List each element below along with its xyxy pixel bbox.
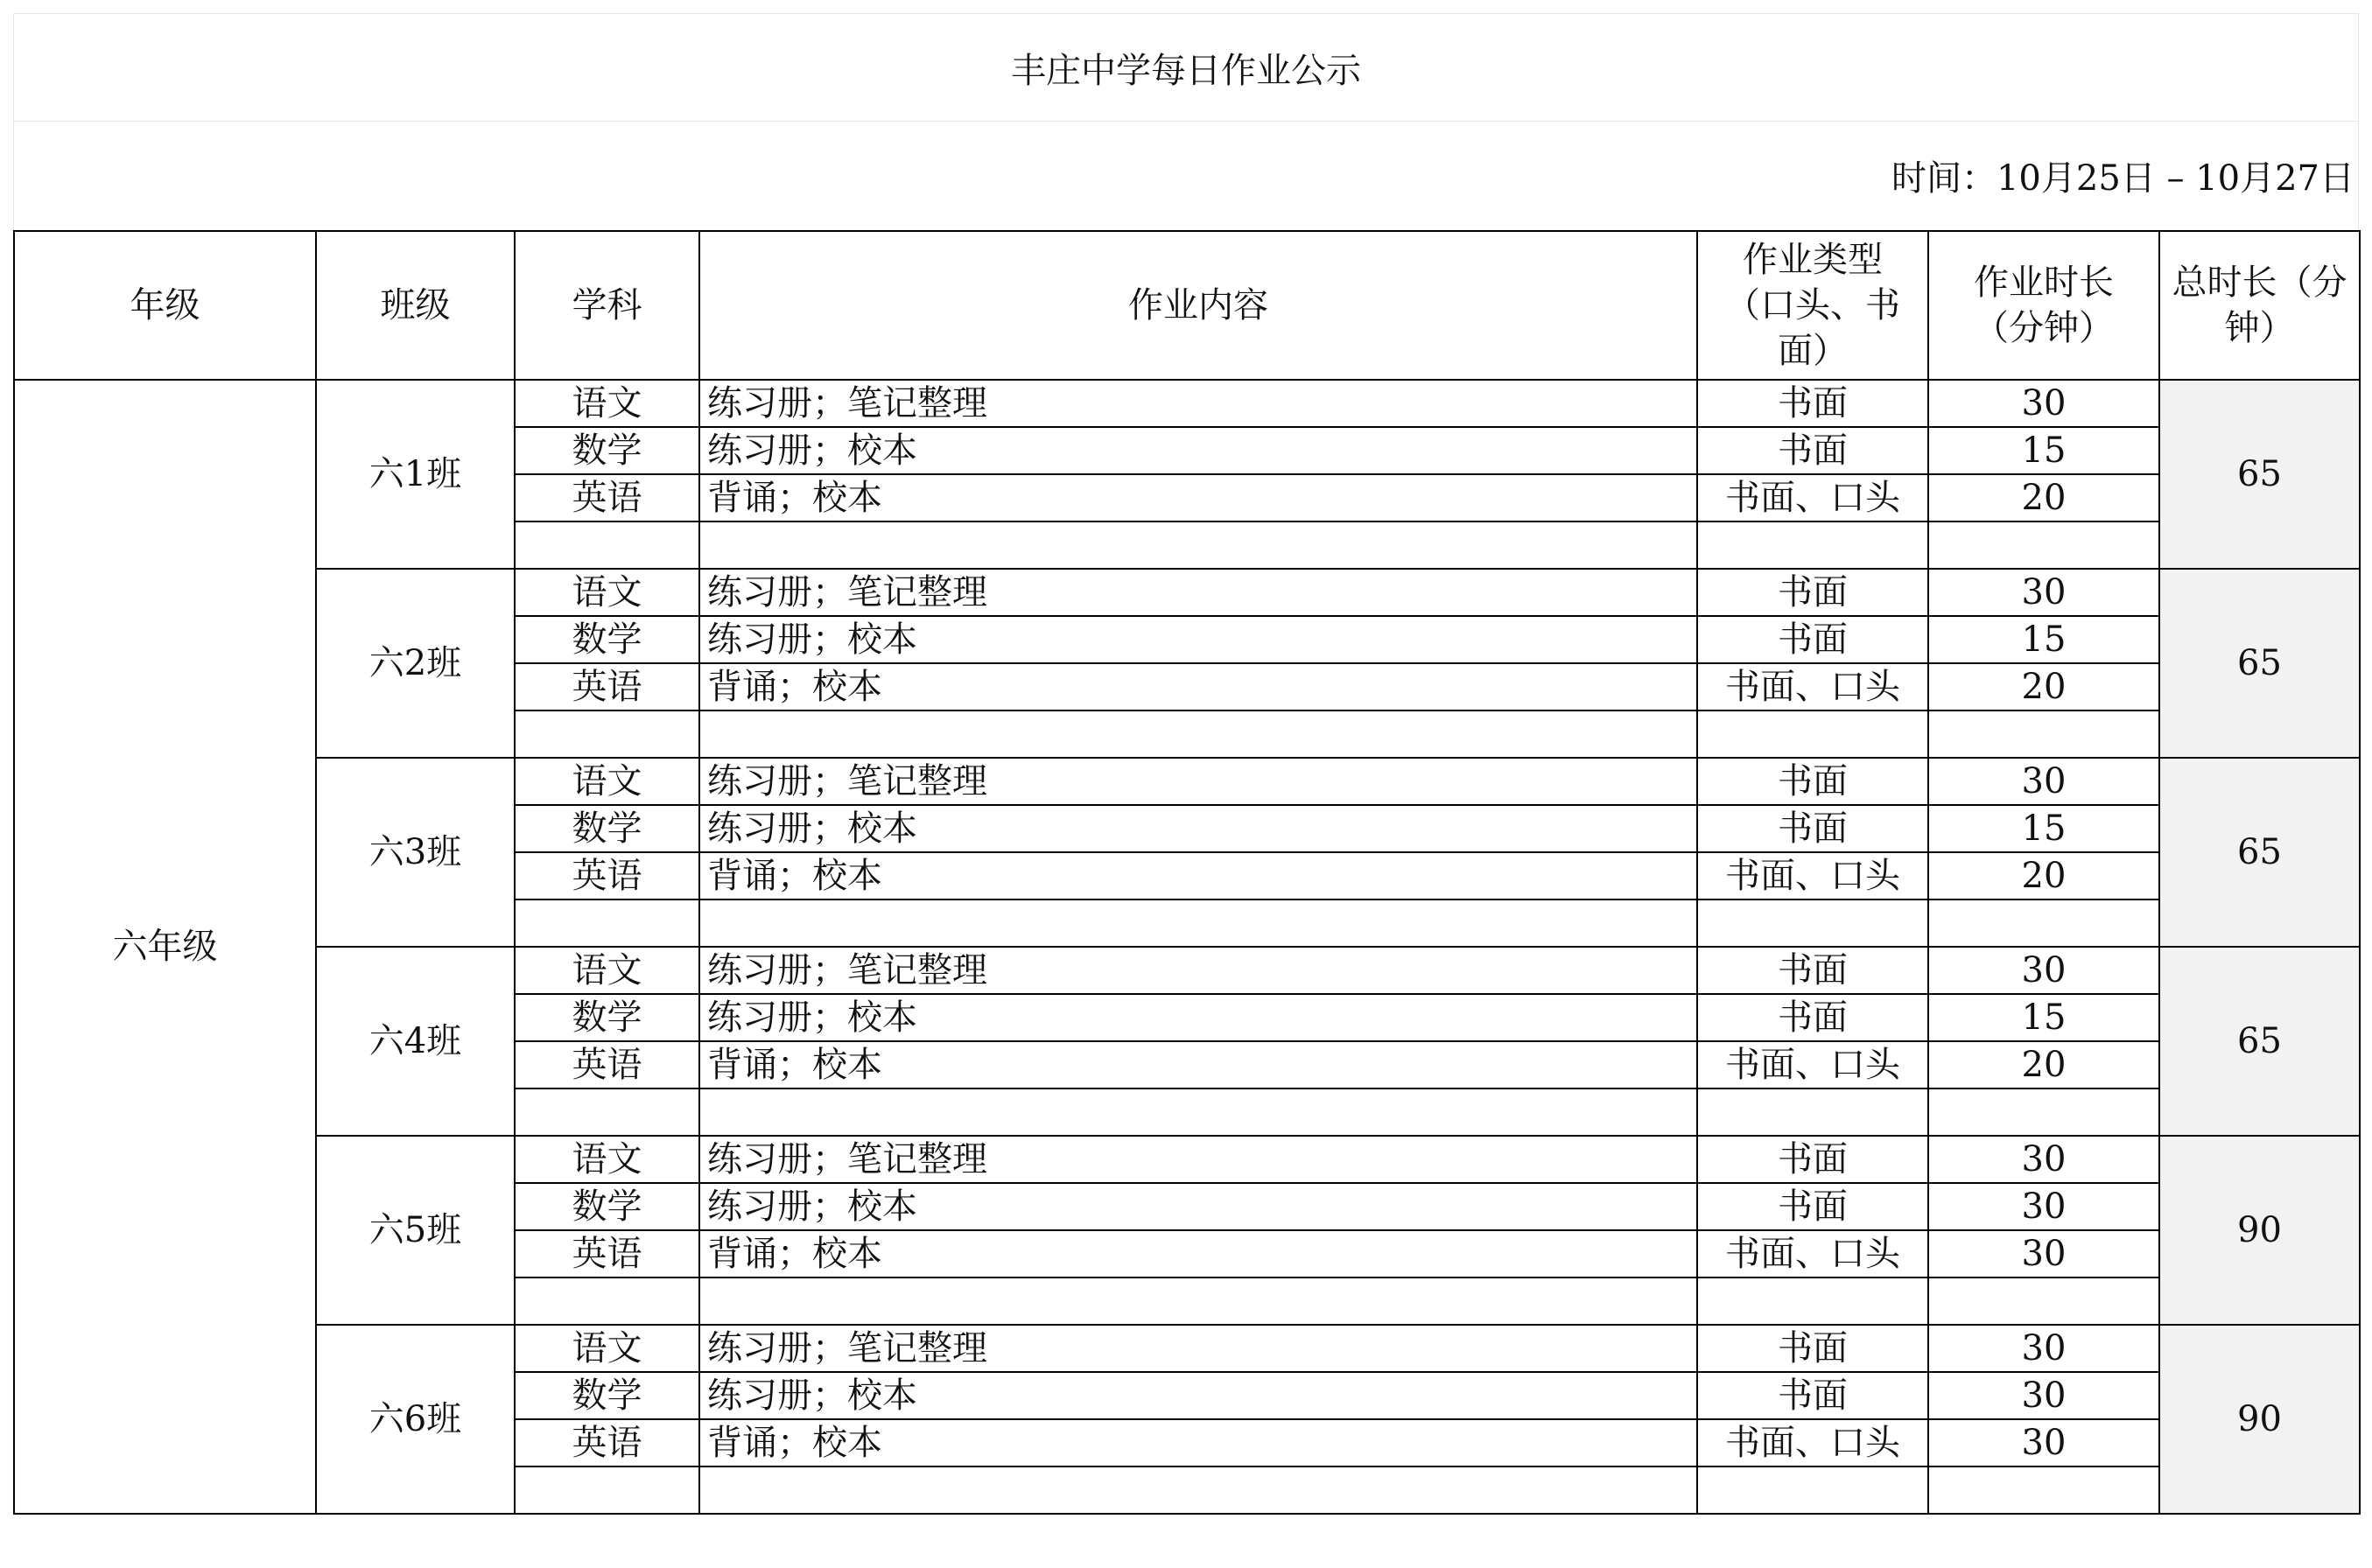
type-cell: 书面 (1697, 1372, 1928, 1419)
content-cell: 练习册；笔记整理 (699, 947, 1697, 994)
type-cell: 书面、口头 (1697, 1041, 1928, 1088)
date-range: 时间：10月25日 – 10月27日 (13, 122, 2359, 230)
subject-cell: 数学 (515, 1372, 699, 1419)
content-cell: 背诵；校本 (699, 663, 1697, 710)
subject-cell: 英语 (515, 1419, 699, 1466)
class-cell: 六1班 (316, 380, 515, 569)
type-cell: 书面、口头 (1697, 663, 1928, 710)
type-cell (1697, 1278, 1928, 1325)
content-cell (699, 522, 1697, 569)
header-content: 作业内容 (699, 231, 1697, 380)
total-cell: 90 (2159, 1325, 2360, 1514)
duration-cell: 20 (1928, 663, 2159, 710)
subject-cell (515, 522, 699, 569)
header-total-label: 总时长（分钟） (2172, 262, 2347, 348)
class-cell: 六4班 (316, 947, 515, 1136)
content-cell: 练习册；校本 (699, 616, 1697, 663)
duration-cell: 20 (1928, 852, 2159, 900)
table-row (14, 1136, 2360, 1183)
header-type (1697, 231, 1928, 380)
header-duration (1928, 231, 2159, 380)
subject-cell: 语文 (515, 758, 699, 805)
type-cell: 书面 (1697, 569, 1928, 616)
duration-cell: 30 (1928, 1183, 2159, 1230)
homework-table (13, 230, 2361, 1515)
duration-cell: 30 (1928, 380, 2159, 427)
subject-cell: 英语 (515, 852, 699, 900)
content-cell: 背诵；校本 (699, 474, 1697, 522)
header-type-label: 作业类型（口头、书面） (1725, 240, 1900, 371)
grade-cell: 六年级 (14, 380, 316, 1514)
total-cell: 65 (2159, 380, 2360, 569)
content-cell: 练习册；笔记整理 (699, 380, 1697, 427)
subject-cell: 英语 (515, 1230, 699, 1278)
duration-cell: 15 (1928, 616, 2159, 663)
subject-cell: 数学 (515, 994, 699, 1041)
header-duration-label: 作业时长（分钟） (1974, 262, 2114, 348)
table-row (14, 947, 2360, 994)
type-cell: 书面 (1697, 994, 1928, 1041)
subject-cell: 语文 (515, 1136, 699, 1183)
class-cell: 六6班 (316, 1325, 515, 1514)
type-cell (1697, 1466, 1928, 1514)
type-cell: 书面 (1697, 380, 1928, 427)
content-cell: 背诵；校本 (699, 1230, 1697, 1278)
duration-cell: 20 (1928, 1041, 2159, 1088)
type-cell (1697, 900, 1928, 947)
content-cell: 练习册；笔记整理 (699, 758, 1697, 805)
type-cell: 书面、口头 (1697, 852, 1928, 900)
duration-cell: 30 (1928, 1325, 2159, 1372)
duration-cell: 20 (1928, 474, 2159, 522)
content-cell: 练习册；校本 (699, 1372, 1697, 1419)
content-cell: 背诵；校本 (699, 1419, 1697, 1466)
duration-cell: 30 (1928, 1230, 2159, 1278)
content-cell (699, 710, 1697, 758)
content-cell (699, 1088, 1697, 1136)
subject-cell (515, 1278, 699, 1325)
subject-cell: 数学 (515, 616, 699, 663)
subject-cell: 数学 (515, 1183, 699, 1230)
duration-cell: 30 (1928, 1419, 2159, 1466)
duration-cell: 30 (1928, 1136, 2159, 1183)
total-cell: 65 (2159, 569, 2360, 758)
duration-cell (1928, 1088, 2159, 1136)
content-cell: 练习册；笔记整理 (699, 1136, 1697, 1183)
subject-cell: 英语 (515, 663, 699, 710)
type-cell: 书面 (1697, 1136, 1928, 1183)
subject-cell (515, 710, 699, 758)
header-grade: 年级 (14, 231, 316, 380)
class-cell: 六2班 (316, 569, 515, 758)
table-row (14, 380, 2360, 427)
total-cell: 65 (2159, 758, 2360, 947)
duration-cell (1928, 1278, 2159, 1325)
type-cell: 书面 (1697, 805, 1928, 852)
content-cell (699, 900, 1697, 947)
duration-cell: 15 (1928, 805, 2159, 852)
content-cell: 练习册；笔记整理 (699, 569, 1697, 616)
total-cell: 90 (2159, 1136, 2360, 1325)
type-cell: 书面、口头 (1697, 1419, 1928, 1466)
class-cell: 六3班 (316, 758, 515, 947)
duration-cell: 15 (1928, 427, 2159, 474)
subject-cell: 语文 (515, 380, 699, 427)
table-row (14, 569, 2360, 616)
duration-cell (1928, 522, 2159, 569)
type-cell: 书面 (1697, 427, 1928, 474)
content-cell: 背诵；校本 (699, 852, 1697, 900)
duration-cell (1928, 1466, 2159, 1514)
subject-cell: 数学 (515, 427, 699, 474)
class-cell: 六5班 (316, 1136, 515, 1325)
type-cell: 书面 (1697, 758, 1928, 805)
subject-cell (515, 1466, 699, 1514)
subject-cell: 数学 (515, 805, 699, 852)
content-cell: 练习册；校本 (699, 427, 1697, 474)
content-cell: 背诵；校本 (699, 1041, 1697, 1088)
duration-cell (1928, 710, 2159, 758)
subject-cell: 语文 (515, 947, 699, 994)
content-cell: 练习册；校本 (699, 1183, 1697, 1230)
type-cell: 书面 (1697, 1325, 1928, 1372)
type-cell: 书面、口头 (1697, 1230, 1928, 1278)
subject-cell: 语文 (515, 569, 699, 616)
header-subject: 学科 (515, 231, 699, 380)
subject-cell: 英语 (515, 1041, 699, 1088)
subject-cell (515, 900, 699, 947)
content-cell (699, 1466, 1697, 1514)
duration-cell: 30 (1928, 758, 2159, 805)
subject-cell: 语文 (515, 1325, 699, 1372)
table-row (14, 758, 2360, 805)
duration-cell (1928, 900, 2159, 947)
duration-cell: 30 (1928, 947, 2159, 994)
type-cell: 书面 (1697, 947, 1928, 994)
header-class: 班级 (316, 231, 515, 380)
duration-cell: 30 (1928, 1372, 2159, 1419)
type-cell: 书面 (1697, 616, 1928, 663)
type-cell: 书面、口头 (1697, 474, 1928, 522)
duration-cell: 30 (1928, 569, 2159, 616)
content-cell: 练习册；校本 (699, 994, 1697, 1041)
header-total (2159, 231, 2360, 380)
content-cell (699, 1278, 1697, 1325)
header-row (14, 231, 2360, 380)
type-cell (1697, 522, 1928, 569)
table-row (14, 1325, 2360, 1372)
type-cell (1697, 710, 1928, 758)
homework-sheet (13, 13, 2359, 1515)
type-cell (1697, 1088, 1928, 1136)
content-cell: 练习册；笔记整理 (699, 1325, 1697, 1372)
subject-cell (515, 1088, 699, 1136)
subject-cell: 英语 (515, 474, 699, 522)
page-title: 丰庄中学每日作业公示 (13, 13, 2359, 122)
type-cell: 书面 (1697, 1183, 1928, 1230)
total-cell: 65 (2159, 947, 2360, 1136)
duration-cell: 15 (1928, 994, 2159, 1041)
content-cell: 练习册；校本 (699, 805, 1697, 852)
